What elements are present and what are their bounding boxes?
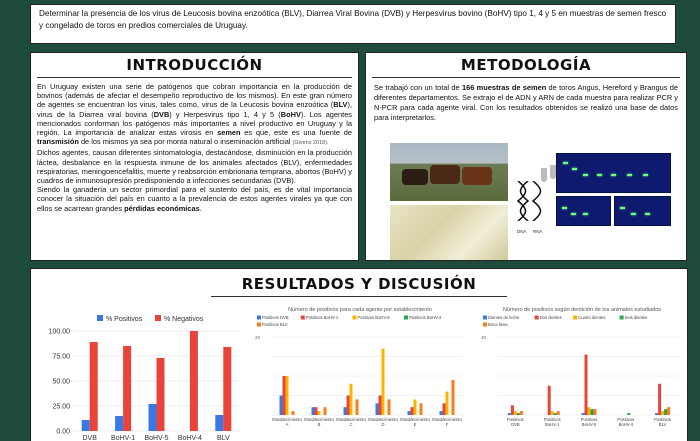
bar (440, 411, 443, 415)
bar (520, 411, 523, 415)
intro-bold-bohv: BoHV (280, 109, 301, 119)
bar (548, 386, 551, 415)
legend-label: Cuatro dientes (578, 315, 606, 320)
bar (382, 349, 385, 415)
bar (411, 407, 414, 415)
bar (551, 411, 554, 415)
legend-label: % Negativos (164, 316, 204, 323)
bar (667, 407, 670, 415)
gel-image-top (556, 153, 671, 193)
legend-label: Positivos BoHV-5 (357, 315, 390, 320)
cow-shape (462, 167, 492, 185)
chart-2-title: Número de positivos para cada agente por establecimiento (288, 307, 432, 313)
bar (312, 407, 315, 415)
intro-paragraph-3 (37, 185, 352, 213)
dna-label: DNA (517, 229, 527, 234)
x-tick-label: BLV (216, 435, 230, 441)
bar (655, 413, 658, 415)
bar (594, 409, 597, 415)
bar (215, 415, 223, 431)
legend-label: Boca llena (488, 322, 508, 327)
bar (585, 355, 588, 415)
bar (582, 413, 585, 415)
introduction-body (31, 78, 358, 213)
legend-swatch (483, 316, 487, 320)
bar (664, 409, 667, 415)
intro-text: En Uruguay existen una serie de patógenos que cobran importancia en la producción de bovinos (además de afectar el desempeño reproductivo de los mismos). En este gran número de agentes se encuentran los virus, tales como, virus de la Leucosis bovina enzoótica ( (37, 82, 352, 110)
results-title: RESULTADOS Y DISCUSIÓN (241, 275, 477, 293)
x-tick-label: BoHV-1 (544, 422, 560, 427)
x-tick-label: BoHV-1 (111, 435, 136, 441)
bar (588, 407, 591, 415)
chart-2-svg (253, 313, 467, 441)
legend-label: Positivos BoHV-1 (305, 315, 339, 320)
legend-swatch (257, 323, 261, 327)
introduction-title: INTRODUCCIÓN (126, 56, 263, 74)
intro-text: ) y Herpesvirus tipo 1, 4 y 5 ( (169, 109, 281, 119)
y-tick-label: 50.00 (52, 378, 70, 386)
y-tick-label: 100.00 (48, 328, 70, 336)
intro-bold-transmision: transmisión (37, 137, 79, 147)
x-tick-label: Positivos (507, 417, 524, 422)
bar (517, 413, 520, 415)
bar (324, 407, 327, 415)
intro-bold-perdidas: pérdidas económicas (124, 203, 200, 213)
intro-bold-dvb: DVB (153, 109, 170, 119)
bar (376, 403, 379, 415)
y-axis-max-label: 40 (481, 335, 487, 340)
legend-swatch (620, 316, 624, 320)
intro-text: . (199, 203, 202, 213)
chart-positives-by-dentition (479, 307, 685, 441)
intro-bold-semen: semen (217, 128, 241, 138)
x-tick-label: F (445, 422, 449, 427)
bar (157, 358, 165, 431)
legend-label: Positivos BLV (262, 322, 288, 327)
bar (344, 407, 347, 415)
bar (658, 384, 661, 415)
legend-swatch (573, 316, 577, 320)
bar (115, 416, 123, 431)
x-tick-label: Positivos (580, 417, 598, 422)
bar (627, 413, 630, 415)
x-tick-label: DVB (82, 435, 97, 441)
legend-label: Dos dientes (539, 315, 562, 320)
bar (347, 396, 350, 416)
chart-3-title: Número de positivos según dentición de los animales estudiados (502, 307, 662, 313)
bar (280, 396, 283, 416)
bar (379, 396, 382, 416)
intro-text: de los mismos ya sea por monta natural o inseminación artificial (78, 137, 293, 147)
bar (511, 405, 514, 415)
legend-swatch (404, 316, 408, 320)
bar (388, 399, 391, 415)
legend-label: Positivos BoHV-4 (409, 315, 442, 320)
semen-samples-photo (390, 205, 508, 260)
gel-image-bottom-left (556, 196, 611, 226)
legend-label: Seis dientes (624, 315, 648, 320)
bar (123, 346, 131, 431)
x-tick-label: BoHV-5 (144, 435, 169, 441)
bar (414, 399, 417, 415)
x-tick-label: C (349, 422, 353, 427)
legend-swatch (97, 315, 103, 321)
bar (292, 411, 295, 415)
bar (408, 411, 411, 415)
intro-bold-blv: BLV (333, 100, 348, 110)
bar (318, 411, 321, 415)
x-tick-label: E (413, 422, 417, 427)
legend-label: % Positivos (106, 316, 143, 323)
legend-swatch (257, 316, 261, 320)
cow-shape (430, 165, 460, 184)
legend-swatch (483, 323, 487, 327)
dna-icon (516, 181, 530, 221)
rna-icon (531, 181, 545, 221)
results-divider (211, 296, 507, 297)
y-tick-label: 0.00 (56, 428, 70, 436)
bar (591, 409, 594, 415)
legend-label: Dientes de leche (488, 315, 520, 320)
x-tick-label: D (381, 422, 385, 427)
bar (557, 411, 560, 415)
x-tick-label: Establecimiento (400, 417, 430, 422)
legend-swatch (301, 316, 305, 320)
legend-swatch (155, 315, 161, 321)
bar (554, 413, 557, 415)
gel-image-bottom-right (614, 196, 671, 226)
y-axis-max-label: 20 (255, 335, 261, 340)
bar (356, 399, 359, 415)
bar (452, 380, 455, 415)
bar (315, 407, 318, 415)
legend-label: Positivos DVB (262, 315, 289, 320)
bar (149, 404, 157, 431)
methodology-body (366, 78, 686, 123)
bar (443, 403, 446, 415)
results-section (30, 268, 688, 441)
bar (283, 376, 286, 415)
intro-text: ), virus de la Diarrea viral bovina ( (37, 100, 352, 119)
rna-label: RNA (533, 229, 543, 234)
x-tick-label: Establecimiento (272, 417, 302, 422)
x-tick-label: B (317, 422, 321, 427)
intro-text: ). Los agentes mencionados conforman los patógenos más importantes a nivel productivo en Uruguay y la región. La importancia de analizar estas virosis en (37, 109, 352, 138)
intro-text: Siendo la ganadería un sector primordial para el sustento del país, es de vital importancia conocer la situación del país en cuanto a la prevalencia de estos agentes virales ya que con ellos se acarrean grandes (37, 185, 352, 213)
bar (90, 342, 98, 431)
x-tick-label: DVB (511, 422, 520, 427)
method-text: Se trabajó con un total de (374, 83, 462, 92)
bar (82, 420, 90, 431)
x-tick-label: Establecimiento (304, 417, 334, 422)
legend-swatch (535, 316, 539, 320)
x-tick-label: Positivos (654, 417, 671, 422)
chart-3-svg (479, 313, 685, 441)
bar (508, 413, 511, 415)
x-tick-label: A (285, 422, 289, 427)
objective-box (30, 4, 676, 44)
bar (420, 403, 423, 415)
intro-citation: (Givens 2018). (292, 140, 329, 147)
bar (661, 411, 664, 415)
bar (514, 411, 517, 415)
intro-paragraph-2: Dichos agentes, causan diferentes sintomatología, destacándose, disminución en la producción láctea, desbalance en la respuesta inmune de los animales afectados (BLV), enfermedades respiratorias, meningoencefalitis, muerte y reabsorción embrionaria temprana, abortos (BoHV) y cuadros de inmunosupresión predisponiendo a infecciones secundarias (DVB). (37, 148, 352, 186)
chart-positives-by-establishment (253, 307, 467, 441)
chart-1-svg (35, 307, 245, 441)
y-tick-label: 75.00 (52, 353, 70, 361)
x-tick-label: Positivos (543, 417, 561, 422)
tube-icon (541, 168, 547, 182)
method-bold-samples: 166 muestras de semen (461, 83, 547, 92)
x-tick-label: BoHV-4 (177, 435, 202, 441)
x-tick-label: Establecimiento (368, 417, 398, 422)
x-tick-label: BoHV-4 (618, 422, 634, 427)
bar (223, 347, 231, 431)
x-tick-label: BoHV-5 (581, 422, 597, 427)
chart-percent-positive-negative (35, 307, 245, 441)
bar (350, 384, 353, 415)
x-tick-label: Establecimiento (336, 417, 366, 422)
x-tick-label: BLV (658, 422, 667, 427)
bar (446, 392, 449, 415)
bar (190, 331, 198, 431)
intro-text: es que, este es una fuente de (240, 128, 352, 138)
method-text: de toros Angus, Hereford y Brangus de diferentes departamentos. Se extrajo el de ADN y ARN de cada muestra para realizar PCR y N-PCR para cada agente viral. Con los resultados obtenidos se realizó una base de datos para interpretarlos. (374, 83, 678, 122)
legend-swatch (352, 316, 356, 320)
methodology-title: METODOLOGÍA (460, 56, 592, 74)
intro-paragraph-1 (37, 82, 352, 148)
y-tick-label: 25.00 (52, 403, 70, 411)
methodology-section (365, 52, 687, 261)
x-tick-label: Positivos (617, 417, 635, 422)
x-tick-label: Establecimiento (432, 417, 462, 422)
bar (286, 376, 289, 415)
introduction-section (30, 52, 359, 261)
cow-shape (402, 169, 428, 185)
objective-text: Determinar la presencia de los virus de Leucosis bovina enzoótica (BLV), Diarrea Viral Bovina (DVB) y Herpesvirus bovino (BoHV) tipo 1, 4 y 5 en muestras de semen fresco y congelado de toros en predios comerciales de Uruguay. (39, 9, 667, 30)
cattle-photo (390, 143, 508, 201)
